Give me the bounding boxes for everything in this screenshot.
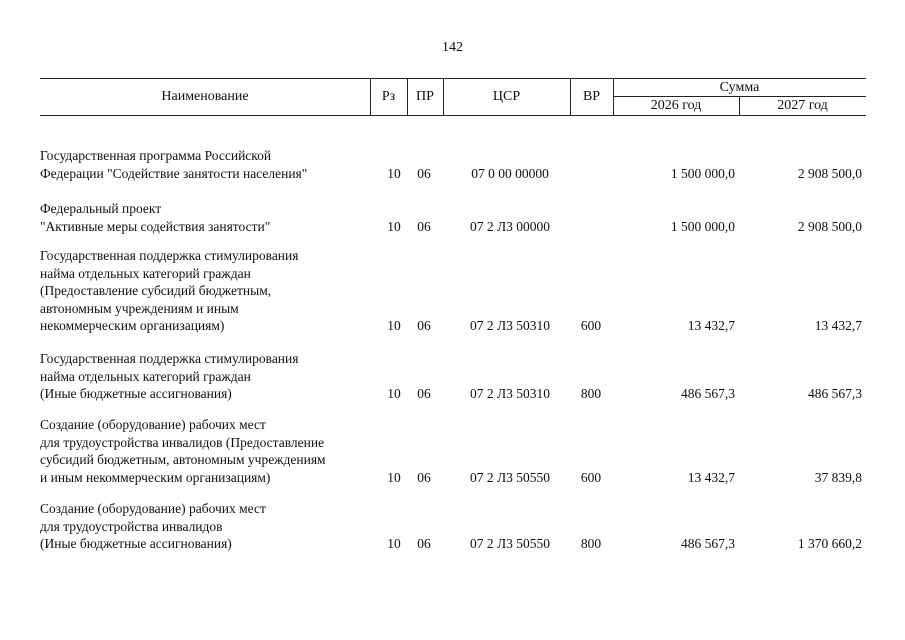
header-pr: ПР <box>416 89 434 104</box>
row-name-line: Государственная программа Российской <box>40 148 272 163</box>
row-pr: 06 <box>417 218 431 234</box>
table-row <box>40 500 866 553</box>
table-row <box>40 350 866 403</box>
row-name-line: найма отдельных категорий граждан <box>40 368 251 384</box>
row-rz: 10 <box>387 469 401 485</box>
row-name-line: Государственная поддержка стимулирования <box>40 248 299 263</box>
row-sum-2026: 486 567,3 <box>681 536 735 551</box>
header-rz: Рз <box>381 89 396 104</box>
row-name-line: для трудоустройства инвалидов (Предоставление <box>40 434 325 450</box>
row-name <box>40 500 370 553</box>
row-sum-2026: 1 500 000,0 <box>670 165 735 181</box>
row-name-line: Государственная поддержка стимулирования <box>40 351 299 366</box>
row-rz: 10 <box>387 318 401 333</box>
row-sum-2027: 2 908 500,0 <box>797 165 862 181</box>
row-rz: 10 <box>387 165 401 181</box>
row-sum-2027: 13 432,7 <box>814 318 862 333</box>
row-vr: 600 <box>580 469 602 485</box>
row-rz: 10 <box>387 536 401 551</box>
row-sum-2026: 13 432,7 <box>687 318 735 333</box>
row-sum-2026: 486 567,3 <box>681 386 735 401</box>
row-vr: 800 <box>580 536 602 551</box>
row-name-line: (Иные бюджетные ассигнования) <box>40 386 232 401</box>
row-pr: 06 <box>417 165 431 181</box>
row-csr: 07 2 Л3 00000 <box>469 218 551 234</box>
row-csr: 07 0 00 00000 <box>471 165 549 181</box>
row-name-line: и иным некоммерческим организациям) <box>40 469 271 485</box>
row-sum-2027: 1 370 660,2 <box>797 536 862 551</box>
table-row <box>40 200 866 235</box>
row-name-line: (Иные бюджетные ассигнования) <box>40 536 232 551</box>
row-name-line: автономным учреждениям и иным <box>40 300 239 316</box>
row-name-line: (Предоставление субсидий бюджетным, <box>40 283 272 298</box>
row-name-line: Создание (оборудование) рабочих мест <box>40 417 266 432</box>
page-number: 142 <box>442 40 463 55</box>
header-name: Наименование <box>161 89 249 104</box>
row-vr: 600 <box>580 318 602 333</box>
row-name <box>40 147 370 182</box>
row-sum-2026: 1 500 000,0 <box>670 218 735 234</box>
row-name-line: Федеральный проект <box>40 201 162 216</box>
row-name <box>40 416 370 486</box>
row-pr: 06 <box>417 536 431 551</box>
row-csr: 07 2 Л3 50310 <box>469 386 551 401</box>
row-name-line: некоммерческим организациям) <box>40 318 225 333</box>
table-row <box>40 247 866 335</box>
row-csr: 07 2 Л3 50310 <box>469 318 551 333</box>
row-sum-2027: 486 567,3 <box>808 386 862 401</box>
row-pr: 06 <box>417 318 431 333</box>
row-name-line: "Активные меры содействия занятости" <box>40 218 271 234</box>
row-name <box>40 200 370 235</box>
row-sum-2026: 13 432,7 <box>687 469 735 485</box>
row-pr: 06 <box>417 386 431 401</box>
header-vr: ВР <box>582 89 601 104</box>
row-sum-2027: 2 908 500,0 <box>797 218 862 234</box>
row-name-line: Федерации "Содействие занятости населения" <box>40 165 308 181</box>
header-csr: ЦСР <box>492 89 521 104</box>
row-name-line: для трудоустройства инвалидов <box>40 518 223 534</box>
header-sum: Сумма <box>719 79 760 95</box>
row-name <box>40 247 370 335</box>
table-row <box>40 147 866 182</box>
table-header <box>40 78 866 116</box>
row-csr: 07 2 Л3 50550 <box>469 536 551 551</box>
row-name-line: найма отдельных категорий граждан <box>40 265 251 281</box>
row-sum-2027: 37 839,8 <box>814 469 862 485</box>
row-rz: 10 <box>387 386 401 401</box>
header-year-2026: 2026 год <box>650 98 702 113</box>
row-csr: 07 2 Л3 50550 <box>469 469 551 485</box>
row-name-line: Создание (оборудование) рабочих мест <box>40 501 266 516</box>
row-name-line: субсидий бюджетным, автономным учреждениям <box>40 452 326 467</box>
row-rz: 10 <box>387 218 401 234</box>
table-row <box>40 416 866 486</box>
row-pr: 06 <box>417 469 431 485</box>
header-year-2027: 2027 год <box>777 98 828 113</box>
row-vr: 800 <box>580 386 602 401</box>
row-name <box>40 350 370 403</box>
